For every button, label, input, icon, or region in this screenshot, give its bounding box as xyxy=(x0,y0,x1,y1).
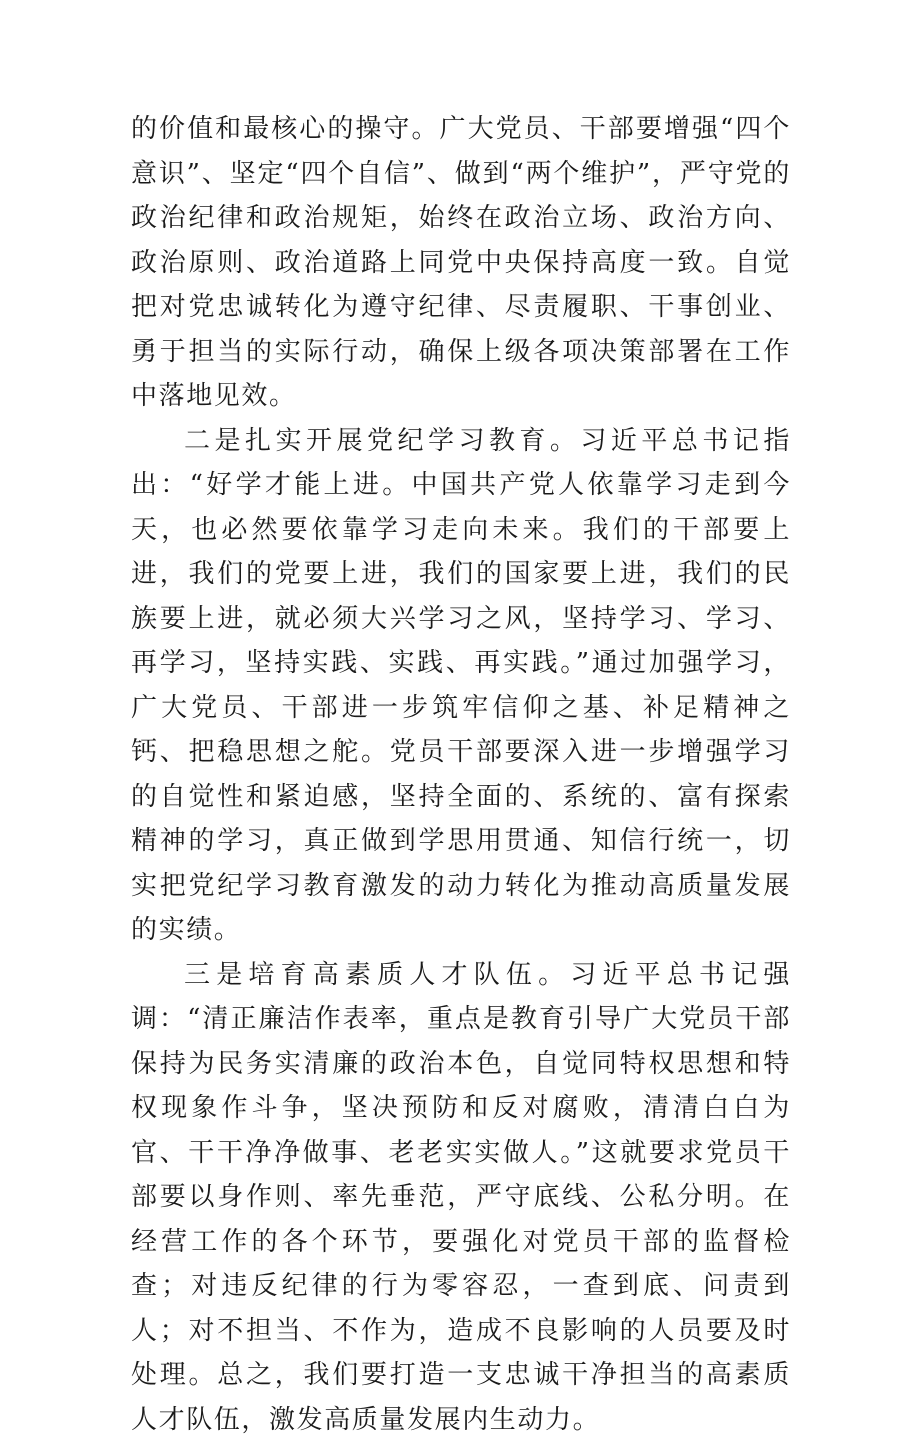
paragraph-party-discipline-study: 二是扎实开展党纪学习教育。习近平总书记指出：“好学才能上进。中国共产党人依靠学习走到今天，也必然要依靠学习走向未来。我们的干部要上进，我们的党要上进，我们的国家要上进，我们的民族要上进，就必须大兴学习之风，坚持学习、学习、再学习，坚持实践、实践、再实践。”通过加强学习，广大党员、干部进一步筑牢信仰之基、补足精神之钙、把稳思想之舵。党员干部要深入进一步增强学习的自觉性和紧迫感，坚持全面的、系统的、富有探索精神的学习，真正做到学思用贯通、知信行统一，切实把党纪学习教育激发的动力转化为推动高质量发展的实绩。 xyxy=(131,419,791,953)
document-body xyxy=(131,107,791,1442)
paragraph-talent-team: 三是培育高素质人才队伍。习近平总书记强调：“清正廉洁作表率，重点是教育引导广大党员干部保持为民务实清廉的政治本色，自觉同特权思想和特权现象作斗争，坚决预防和反对腐败，清清白白为官、干干净净做事、老老实实做人。”这就要求党员干部要以身作则、率先垂范，严守底线、公私分明。在经营工作的各个环节，要强化对党员干部的监督检查；对违反纪律的行为零容忍，一查到底、问责到人；对不担当、不作为，造成不良影响的人员要及时处理。总之，我们要打造一支忠诚干净担当的高素质人才队伍，激发高质量发展内生动力。 xyxy=(131,953,791,1442)
paragraph-continuation: 的价值和最核心的操守。广大党员、干部要增强“四个意识”、坚定“四个自信”、做到“两个维护”，严守党的政治纪律和政治规矩，始终在政治立场、政治方向、政治原则、政治道路上同党中央保持高度一致。自觉把对党忠诚转化为遵守纪律、尽责履职、干事创业、勇于担当的实际行动，确保上级各项决策部署在工作中落地见效。 xyxy=(131,107,791,419)
